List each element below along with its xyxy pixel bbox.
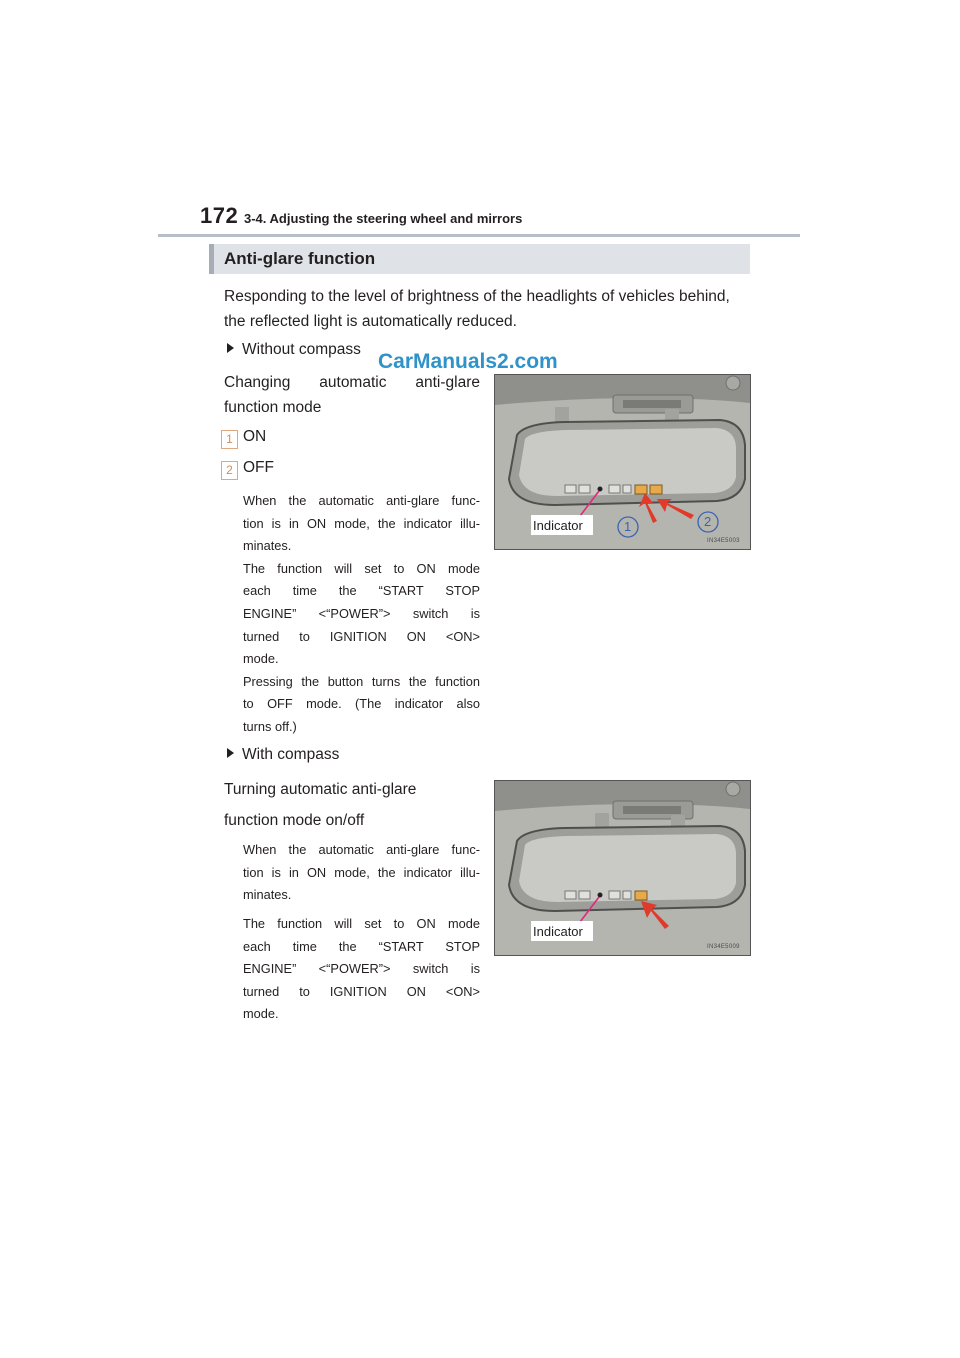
note-line: ENGINE” <“POWER”> switch is: [243, 605, 480, 621]
note-line: Pressing the button turns the function: [243, 673, 480, 689]
illustration-code: IN34E5009: [707, 944, 740, 950]
intro-paragraph: Responding to the level of brightness of the headlights of vehicles behind, the reflected light is automatically reduced.: [224, 288, 730, 330]
note-line: minates.: [243, 538, 292, 554]
heading-line-1: Turning automatic anti-glare: [224, 781, 417, 798]
chapter-title: 3-4. Adjusting the steering wheel and mirrors: [244, 211, 523, 226]
header-divider: [158, 234, 800, 237]
illustration-code: IN34E5003: [707, 538, 740, 544]
page-number: 172: [200, 203, 239, 228]
note-line: The function will set to ON mode: [243, 916, 480, 931]
number-badge-1: 1: [221, 430, 238, 449]
note-line: ENGINE” <“POWER”> switch is: [243, 961, 480, 977]
note-line: each time the “START STOP: [243, 583, 480, 599]
callout-1: 1: [624, 519, 632, 534]
note-line: to OFF mode. (The indicator also: [243, 696, 480, 712]
subheading-without-compass: [227, 341, 361, 359]
heading-line-1: Changing automatic anti-glare: [224, 374, 480, 391]
note-line: When the automatic anti-glare func-: [243, 493, 480, 508]
note-line: When the automatic anti-glare func-: [243, 842, 480, 857]
note-line: The function will set to ON mode: [243, 560, 480, 576]
note-line: turns off.): [243, 718, 297, 734]
note-with-compass-2: [243, 913, 480, 1026]
triangle-bullet-icon: [227, 748, 234, 758]
note-line: turned to IGNITION ON <ON>: [243, 983, 480, 999]
indicator-label: Indicator: [533, 924, 583, 939]
illustration-mirror-with-compass: [494, 780, 751, 956]
item-label-off: OFF: [243, 459, 274, 476]
callout-2: 2: [704, 514, 712, 529]
banner-accent-bar: [209, 244, 214, 274]
note-without-compass: [243, 490, 480, 739]
section-banner: [209, 244, 750, 274]
item-label-on: ON: [243, 428, 267, 445]
section-title: Anti-glare function: [224, 249, 376, 268]
note-line: tion is in ON mode, the indicator illu-: [243, 864, 480, 880]
subheading-with-compass: [227, 746, 339, 764]
indicator-label: Indicator: [533, 518, 583, 533]
note-line: tion is in ON mode, the indicator illu-: [243, 515, 480, 531]
note-line: mode.: [243, 651, 279, 667]
note-line: minates.: [243, 887, 292, 903]
watermark: CarManuals2.com: [378, 350, 558, 373]
triangle-bullet-icon: [227, 343, 234, 353]
subheading-text: Without compass: [242, 341, 361, 358]
heading-line-2: function mode: [224, 399, 322, 416]
illustration-mirror-without-compass: [494, 374, 751, 550]
note-line: mode.: [243, 1006, 279, 1022]
heading-line-2: function mode on/off: [224, 812, 365, 829]
note-with-compass-1: [243, 839, 480, 907]
note-line: turned to IGNITION ON <ON>: [243, 628, 480, 644]
number-badge-2: 2: [221, 461, 238, 480]
note-line: each time the “START STOP: [243, 938, 480, 954]
subheading-text: With compass: [242, 746, 340, 763]
